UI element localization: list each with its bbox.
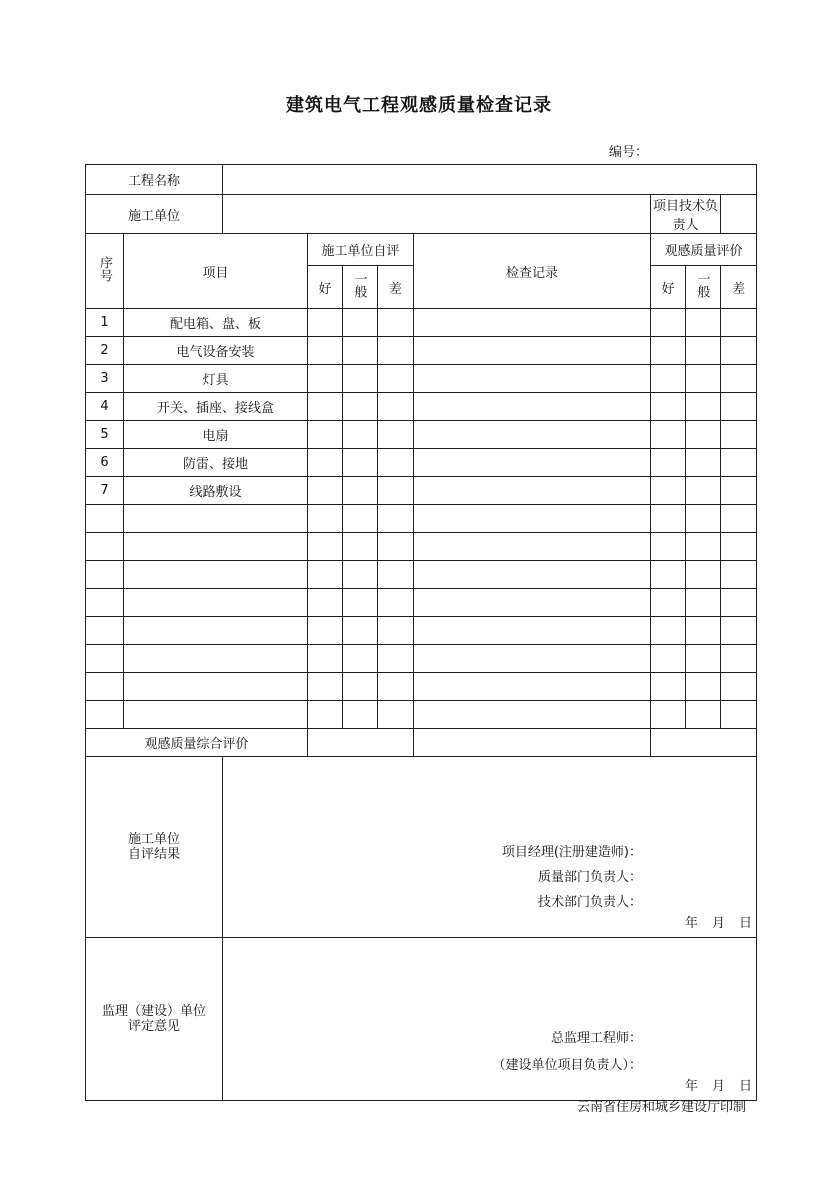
check-cell[interactable] [686, 449, 721, 477]
empty-cell[interactable] [686, 701, 721, 729]
check-cell[interactable] [686, 421, 721, 449]
empty-cell[interactable] [414, 617, 651, 645]
record-cell[interactable] [414, 449, 651, 477]
empty-cell[interactable] [686, 673, 721, 701]
empty-cell[interactable] [721, 673, 757, 701]
supervision-row [86, 938, 757, 1101]
supervision-label-line1: 监理（建设）单位 [102, 1004, 207, 1019]
empty-cell[interactable] [378, 673, 414, 701]
empty-cell[interactable] [414, 701, 651, 729]
check-cell[interactable] [308, 421, 343, 449]
month-label: 月 [711, 1079, 725, 1094]
table-row [86, 393, 757, 421]
empty-row [86, 701, 757, 729]
self-grade-good: 好 [308, 266, 343, 309]
item-name: 线路敷设 [124, 477, 308, 505]
check-cell[interactable] [651, 449, 686, 477]
empty-cell[interactable] [343, 701, 378, 729]
empty-cell[interactable] [343, 505, 378, 533]
empty-cell[interactable] [343, 673, 378, 701]
tech-lead-signature: 技术部门负责人： [538, 895, 643, 910]
empty-cell[interactable] [86, 533, 124, 561]
check-cell[interactable] [721, 449, 757, 477]
empty-cell[interactable] [651, 701, 686, 729]
quality-eval-header: 观感质量评价 [651, 234, 757, 266]
year-label: 年 [684, 916, 698, 931]
check-cell[interactable] [686, 309, 721, 337]
empty-cell[interactable] [308, 561, 343, 589]
check-cell[interactable] [308, 449, 343, 477]
chief-supervisor-signature: 总监理工程师： [551, 1031, 643, 1046]
tech-lead-label-text: 项目技术负责人 [653, 199, 719, 233]
empty-cell[interactable] [721, 505, 757, 533]
record-cell[interactable] [414, 477, 651, 505]
document-title: 建筑电气工程观感质量检查记录 [286, 95, 552, 116]
empty-cell[interactable] [686, 533, 721, 561]
empty-cell[interactable] [378, 589, 414, 617]
check-cell[interactable] [651, 477, 686, 505]
number-label: 编号： [609, 145, 649, 160]
empty-row [86, 533, 757, 561]
empty-cell[interactable] [686, 645, 721, 673]
item-no: 6 [86, 449, 124, 477]
project-name-label: 工程名称 [86, 165, 223, 195]
empty-cell[interactable] [343, 645, 378, 673]
item-name: 电扇 [124, 421, 308, 449]
check-cell[interactable] [343, 337, 378, 365]
empty-row [86, 505, 757, 533]
check-cell[interactable] [651, 393, 686, 421]
quality-grade-average-text: 一般 [694, 272, 710, 298]
project-name-field[interactable] [223, 165, 757, 195]
inspection-form [85, 164, 757, 1101]
record-cell[interactable] [414, 309, 651, 337]
empty-cell[interactable] [378, 617, 414, 645]
empty-cell[interactable] [86, 561, 124, 589]
empty-cell[interactable] [721, 561, 757, 589]
empty-cell[interactable] [414, 673, 651, 701]
tech-lead-field[interactable] [721, 195, 757, 234]
empty-cell[interactable] [651, 533, 686, 561]
empty-cell[interactable] [721, 589, 757, 617]
item-no: 2 [86, 337, 124, 365]
check-cell[interactable] [721, 421, 757, 449]
check-cell[interactable] [343, 393, 378, 421]
summary-record-cell[interactable] [414, 729, 651, 757]
check-cell[interactable] [378, 477, 414, 505]
self-eval-header: 施工单位自评 [308, 234, 414, 266]
check-cell[interactable] [651, 309, 686, 337]
check-cell[interactable] [343, 365, 378, 393]
empty-cell[interactable] [308, 701, 343, 729]
check-cell[interactable] [721, 393, 757, 421]
manager-signature: 项目经理(注册建造师)： [501, 845, 643, 860]
check-cell[interactable] [308, 365, 343, 393]
empty-cell[interactable] [651, 645, 686, 673]
empty-cell[interactable] [686, 589, 721, 617]
quality-grade-good: 好 [651, 266, 686, 309]
check-cell[interactable] [343, 477, 378, 505]
check-cell[interactable] [721, 309, 757, 337]
empty-cell[interactable] [414, 505, 651, 533]
empty-cell[interactable] [308, 617, 343, 645]
item-no: 4 [86, 393, 124, 421]
empty-cell[interactable] [378, 561, 414, 589]
owner-lead-signature: （建设单位项目负责人）： [492, 1058, 643, 1073]
empty-cell[interactable] [124, 701, 308, 729]
empty-cell[interactable] [86, 617, 124, 645]
item-name: 开关、插座、接线盒 [124, 393, 308, 421]
self-grade-poor: 差 [378, 266, 414, 309]
item-name: 配电箱、盘、板 [124, 309, 308, 337]
record-cell[interactable] [414, 393, 651, 421]
empty-cell[interactable] [378, 505, 414, 533]
empty-cell[interactable] [686, 617, 721, 645]
empty-cell[interactable] [124, 561, 308, 589]
check-cell[interactable] [308, 309, 343, 337]
empty-cell[interactable] [343, 589, 378, 617]
empty-cell[interactable] [721, 617, 757, 645]
table-row [86, 421, 757, 449]
empty-cell[interactable] [343, 617, 378, 645]
check-cell[interactable] [686, 477, 721, 505]
table-row [86, 449, 757, 477]
self-grade-average-text: 一般 [351, 272, 367, 298]
empty-cell[interactable] [414, 533, 651, 561]
quality-grade-average [686, 266, 721, 309]
empty-cell[interactable] [86, 673, 124, 701]
empty-cell[interactable] [86, 645, 124, 673]
issuer-footer: 云南省住房和城乡建设厅印制 [576, 1100, 746, 1115]
check-cell[interactable] [343, 449, 378, 477]
quality-lead-signature: 质量部门负责人： [538, 870, 643, 885]
self-grade-average [343, 266, 378, 309]
empty-cell[interactable] [378, 645, 414, 673]
check-cell[interactable] [378, 365, 414, 393]
empty-cell[interactable] [721, 701, 757, 729]
empty-cell[interactable] [86, 701, 124, 729]
record-cell[interactable] [414, 337, 651, 365]
empty-cell[interactable] [651, 617, 686, 645]
check-cell[interactable] [378, 449, 414, 477]
check-cell[interactable] [308, 337, 343, 365]
empty-cell[interactable] [378, 533, 414, 561]
empty-cell[interactable] [124, 617, 308, 645]
item-no: 3 [86, 365, 124, 393]
empty-cell[interactable] [124, 589, 308, 617]
item-name: 防雷、接地 [124, 449, 308, 477]
check-cell[interactable] [686, 393, 721, 421]
item-no: 7 [86, 477, 124, 505]
tech-lead-label [651, 195, 721, 234]
record-header: 检查记录 [414, 234, 651, 309]
empty-cell[interactable] [308, 505, 343, 533]
check-cell[interactable] [378, 337, 414, 365]
check-cell[interactable] [651, 337, 686, 365]
empty-cell[interactable] [124, 673, 308, 701]
empty-cell[interactable] [721, 533, 757, 561]
check-cell[interactable] [378, 309, 414, 337]
item-name: 电气设备安装 [124, 337, 308, 365]
empty-cell[interactable] [686, 505, 721, 533]
empty-cell[interactable] [124, 645, 308, 673]
empty-cell[interactable] [343, 561, 378, 589]
check-cell[interactable] [721, 365, 757, 393]
summary-quality-cell[interactable] [651, 729, 757, 757]
self-result-date [671, 912, 752, 931]
seq-header [86, 234, 124, 309]
self-result-label-line2: 自评结果 [128, 847, 181, 862]
check-cell[interactable] [721, 477, 757, 505]
check-cell[interactable] [686, 365, 721, 393]
empty-cell[interactable] [414, 561, 651, 589]
empty-cell[interactable] [378, 701, 414, 729]
supervision-label-line2: 评定意见 [128, 1019, 181, 1034]
month-label: 月 [711, 916, 725, 931]
empty-cell[interactable] [86, 505, 124, 533]
summary-label: 观感质量综合评价 [86, 729, 308, 757]
empty-row [86, 617, 757, 645]
supervision-content[interactable] [223, 938, 757, 1101]
table-row [86, 337, 757, 365]
check-cell[interactable] [686, 337, 721, 365]
empty-cell[interactable] [343, 533, 378, 561]
empty-cell[interactable] [651, 673, 686, 701]
check-cell[interactable] [308, 393, 343, 421]
self-result-label-line1: 施工单位 [128, 832, 181, 847]
seq-header-text: 序号 [97, 256, 112, 282]
item-no: 5 [86, 421, 124, 449]
empty-cell[interactable] [414, 645, 651, 673]
year-label: 年 [684, 1079, 698, 1094]
empty-cell[interactable] [308, 673, 343, 701]
check-cell[interactable] [343, 309, 378, 337]
empty-cell[interactable] [651, 505, 686, 533]
empty-cell[interactable] [414, 589, 651, 617]
check-cell[interactable] [378, 421, 414, 449]
check-cell[interactable] [651, 421, 686, 449]
empty-cell[interactable] [308, 589, 343, 617]
check-cell[interactable] [721, 337, 757, 365]
record-cell[interactable] [414, 421, 651, 449]
empty-cell[interactable] [308, 533, 343, 561]
day-label: 日 [739, 916, 753, 931]
supervision-date [671, 1075, 752, 1094]
empty-cell[interactable] [686, 561, 721, 589]
self-result-label [86, 757, 223, 938]
empty-cell[interactable] [86, 589, 124, 617]
construction-unit-label: 施工单位 [86, 195, 223, 234]
summary-self-cell[interactable] [308, 729, 414, 757]
empty-cell[interactable] [651, 589, 686, 617]
empty-cell[interactable] [124, 505, 308, 533]
quality-grade-poor: 差 [721, 266, 757, 309]
item-header: 项目 [124, 234, 308, 309]
check-cell[interactable] [651, 365, 686, 393]
supervision-label [86, 938, 223, 1101]
empty-cell[interactable] [124, 533, 308, 561]
table-row [86, 309, 757, 337]
empty-row [86, 673, 757, 701]
empty-row [86, 561, 757, 589]
check-cell[interactable] [308, 477, 343, 505]
record-cell[interactable] [414, 365, 651, 393]
check-cell[interactable] [378, 393, 414, 421]
empty-row [86, 645, 757, 673]
construction-unit-field[interactable] [223, 195, 651, 234]
empty-cell[interactable] [721, 645, 757, 673]
table-row [86, 477, 757, 505]
item-name: 灯具 [124, 365, 308, 393]
table-row [86, 365, 757, 393]
self-result-content[interactable] [223, 757, 757, 938]
day-label: 日 [739, 1079, 753, 1094]
self-result-row [86, 757, 757, 938]
check-cell[interactable] [343, 421, 378, 449]
empty-cell[interactable] [651, 561, 686, 589]
item-no: 1 [86, 309, 124, 337]
summary-row [86, 729, 757, 757]
empty-cell[interactable] [308, 645, 343, 673]
empty-row [86, 589, 757, 617]
